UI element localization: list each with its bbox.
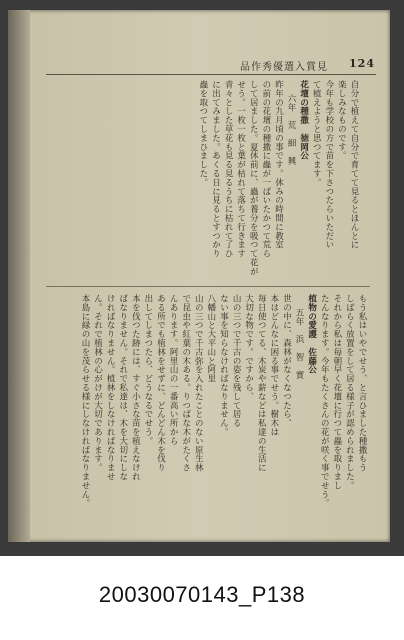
- text-line: ければなりません。植林をしなければなりませ: [105, 294, 116, 481]
- text-line: しばらく放置をして居る様子が認められました。: [344, 294, 355, 490]
- text-line: ばなりません。それで私達は、木を大切にしな: [117, 294, 128, 481]
- text-line: 自分で植えて自分で育てて見るとほんとに: [349, 80, 359, 250]
- text-line: 昨年の九月頃の事です。休みの時間に教室: [273, 80, 284, 250]
- text-line: 蟲を取つてしまひました。: [197, 80, 208, 187]
- text-line: たんなります。今年もたくさんの花が咲く事でせう。: [319, 294, 330, 508]
- article-author: 六年 荒 細 興: [286, 94, 297, 166]
- article-bottom-text: [40, 294, 368, 514]
- archive-id-label: 20030070143_P138: [98, 582, 306, 607]
- text-line: 山の三つで千古弥を入れたことのない原生林: [193, 294, 204, 472]
- text-line: 毎日使つてる、木炭や薪などは私達の生活に: [256, 294, 267, 472]
- text-line: 大切な物です。ですから、: [243, 294, 254, 401]
- text-line: の前の花壇の種撒に蟲が一ぱいたかつて荒ら: [260, 80, 271, 258]
- text-line: で昆虫や紅葉の木ある。りつぱな木がたくさ: [180, 294, 191, 472]
- text-line: 本島に緑の山を茂らせる様にしなければなりません。: [79, 294, 90, 508]
- text-line: ん。それで植林の心がけが大切であります。: [92, 294, 103, 472]
- text-line: せう。一枚一枚と葉が枯れて落ちて行きます: [235, 80, 246, 258]
- text-line: 楽しみなものです。: [336, 80, 347, 161]
- page-gutter: [8, 10, 30, 542]
- text-line: それから私は毎朝早く花壇に行つて蟲を取りまし: [331, 294, 342, 490]
- page-number: 124: [349, 57, 375, 70]
- running-header: [240, 58, 375, 72]
- text-line: 出してしまつたら、どうなるでせう。: [142, 294, 153, 446]
- text-line: 本はどんなに困る事でせう。樹木は: [268, 294, 279, 437]
- text-line: ない事を知らなければなりません。: [218, 294, 229, 437]
- article-author: 五年 浜 智 實: [294, 308, 305, 380]
- text-line: して居ました。夏休前に、蟲が養分を吸つて花が: [248, 80, 259, 276]
- header-title: 品作秀優選入賞見: [240, 62, 328, 73]
- text-line: もう私はいやでせう、と言ひました種撒もう: [357, 294, 367, 472]
- article-title: 植物の愛護 佐藤公: [306, 294, 317, 375]
- text-line: 本を伐つた跡には、すぐ小さな苗を植えなけれ: [130, 294, 141, 481]
- column-rule: [46, 286, 370, 287]
- article-top-text: [160, 80, 360, 280]
- text-line: ある所でも植林をせずに、どんどん木を伐り: [155, 294, 166, 472]
- header-rule: [46, 74, 376, 75]
- text-line: 青々とした草花も見る見るうちに枯れて了ひ: [223, 80, 234, 258]
- text-line: んあります。阿里山の一番高い所から: [168, 294, 179, 446]
- text-line: 今年も学校の方で苗を下さつたらいただい: [323, 80, 334, 250]
- text-line: て植えようと思つてます。: [311, 80, 322, 187]
- article-title: 花壇の種撒 徳岡公: [298, 80, 309, 161]
- text-line: 山の三つで千古の姿を残して居る: [231, 294, 242, 428]
- text-line: 八幡山と大平山と阿里: [205, 294, 216, 383]
- text-line: に出てみました。あくる日に見るとすつかり: [210, 80, 221, 258]
- text-line: 世の中に、森林がなくなつたら、: [281, 294, 292, 428]
